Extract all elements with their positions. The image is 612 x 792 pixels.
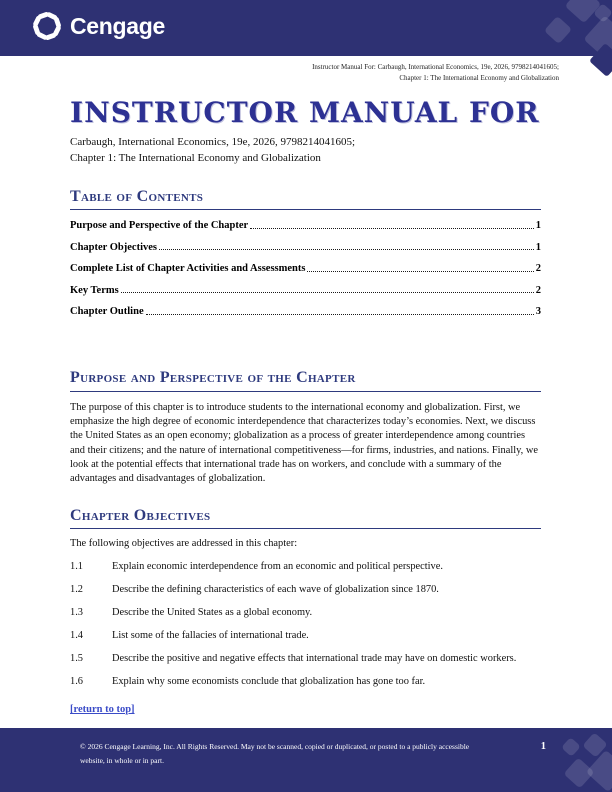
- puzzle-decoration: [563, 757, 594, 788]
- objective-number: 1.6: [70, 676, 83, 688]
- objective-number: 1.3: [70, 607, 83, 619]
- document-subtitle: [70, 134, 541, 167]
- toc-dot-leader: [159, 249, 534, 250]
- toc-entry-title: Purpose and Perspective of the Chapter: [70, 220, 249, 232]
- toc-entry-purpose[interactable]: [70, 220, 541, 231]
- copyright-notice: © 2026 Cengage Learning, Inc. All Rights Reserved. May not be scanned, copied or duplicated, or posted to a publicly accessible website, in whole or in part.: [80, 742, 470, 765]
- objective-item: [70, 584, 541, 595]
- objective-number: 1.1: [70, 561, 83, 573]
- document-title: INSTRUCTOR MANUAL FOR: [70, 96, 540, 129]
- toc-entry-page: 3: [535, 306, 541, 318]
- page-number: 1: [540, 741, 546, 752]
- objective-item: [70, 653, 541, 664]
- purpose-paragraph: The purpose of this chapter is to introduce students to the international economy and globalization. First, we emphasize the high degree of economic interdependence that characterizes today’s economies. Next, we discuss the United States as an open economy; globalization as a process of greater interdependence among countries and their citizens; and the nature of international competitiveness—for firms, industries, and nations. Finally, we look at the potential effects that international trade has on workers, and conclude with a summary of the advantages and disadvantages of globalization.: [70, 401, 538, 485]
- puzzle-decoration: [561, 737, 581, 757]
- toc-entry-objectives[interactable]: [70, 242, 541, 253]
- objectives-intro: The following objectives are addressed in this chapter:: [70, 538, 298, 550]
- objective-number: 1.4: [70, 630, 83, 642]
- objectives-heading: Chapter Objectives: [70, 507, 541, 529]
- toc-entry-chapter-outline[interactable]: [70, 306, 541, 317]
- toc-entry-page: 2: [535, 284, 541, 296]
- return-to-top-link[interactable]: [return to top]: [70, 704, 135, 716]
- objective-item: [70, 561, 541, 572]
- toc-dot-leader: [307, 271, 533, 272]
- running-head: [312, 62, 559, 83]
- cengage-wordmark: Cengage: [70, 13, 166, 39]
- toc-entry-title: Key Terms: [70, 284, 119, 296]
- toc-dot-leader: [250, 228, 534, 229]
- toc-entry-activities[interactable]: [70, 263, 541, 274]
- puzzle-decoration: [544, 16, 572, 44]
- toc-entry-title: Complete List of Chapter Activities and Assessments: [70, 263, 306, 275]
- toc-entry-key-terms[interactable]: [70, 285, 541, 296]
- purpose-heading: Purpose and Perspective of the Chapter: [70, 369, 541, 391]
- toc-dot-leader: [146, 314, 534, 315]
- objective-item: [70, 676, 541, 687]
- objective-text: Explain economic interdependence from an economic and political perspective.: [112, 561, 443, 573]
- objective-text: Describe the positive and negative effects that international trade may have on domestic workers.: [112, 653, 517, 665]
- subtitle-line1: Carbaugh, International Economics, 19e, 2026, 9798214041605;: [70, 135, 356, 148]
- toc-heading: Table of Contents: [70, 188, 541, 210]
- objective-text: Describe the United States as a global economy.: [112, 607, 313, 619]
- footer-bar: [0, 728, 612, 792]
- toc-entry-page: 1: [535, 220, 541, 232]
- cengage-starburst-icon: [32, 11, 62, 41]
- toc-entry-page: 1: [535, 241, 541, 253]
- objective-item: [70, 607, 541, 618]
- subtitle-line2: Chapter 1: The International Economy and Globalization: [70, 152, 321, 165]
- objective-text: Describe the defining characteristics of each wave of globalization since 1870.: [112, 584, 439, 596]
- toc-dot-leader: [121, 292, 534, 293]
- objective-item: [70, 630, 541, 641]
- content-area: [70, 98, 541, 717]
- objective-number: 1.2: [70, 584, 83, 596]
- toc-entry-page: 2: [535, 263, 541, 275]
- toc-entry-title: Chapter Objectives: [70, 241, 157, 253]
- toc-entry-title: Chapter Outline: [70, 306, 144, 318]
- toc-list: [70, 220, 541, 317]
- objective-text: Explain why some economists conclude that globalization has gone too far.: [112, 676, 426, 688]
- running-head-line2: Chapter 1: The International Economy and Globalization: [399, 73, 559, 82]
- objectives-list: [70, 561, 541, 687]
- cengage-logo: [32, 11, 165, 41]
- objective-text: List some of the fallacies of international trade.: [112, 630, 309, 642]
- header-bar: [0, 0, 612, 56]
- objective-number: 1.5: [70, 653, 83, 665]
- running-head-line1: Instructor Manual For: Carbaugh, International Economics, 19e, 2026, 9798214041605;: [312, 63, 559, 71]
